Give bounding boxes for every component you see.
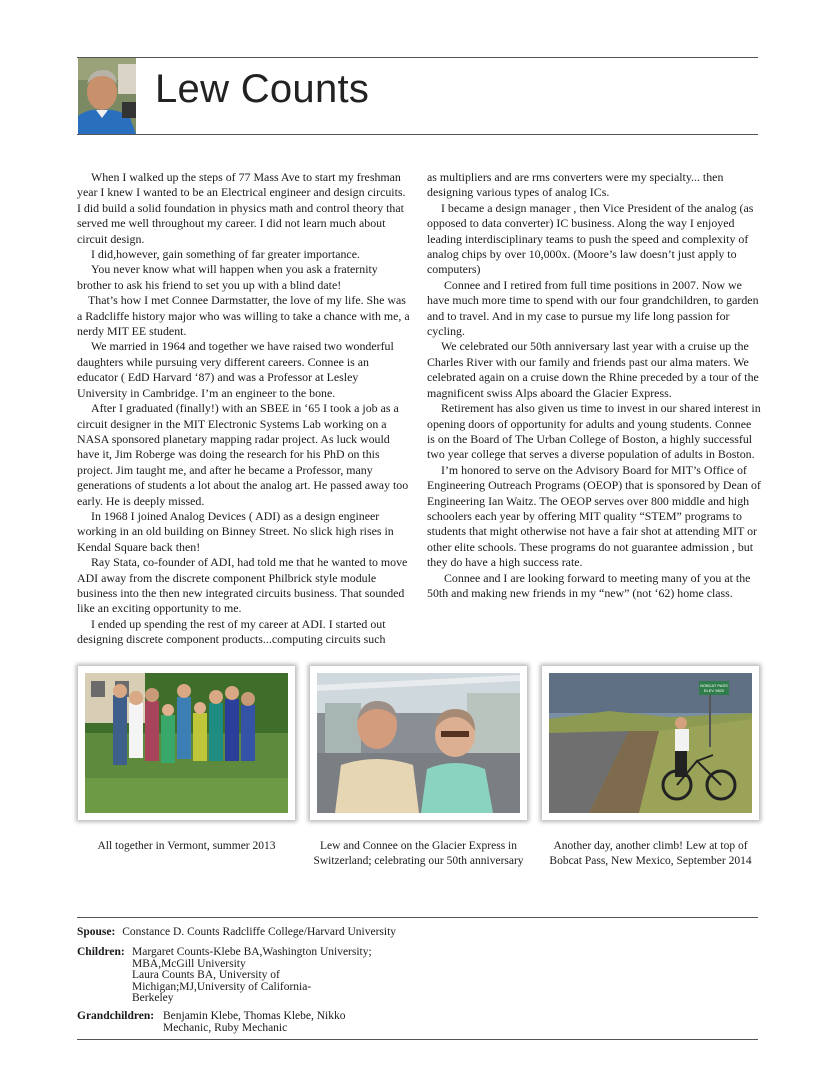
paragraph: Connee and I retired from full time positions in 2007. Now we have much more time to spend with our four grandchildren, to garden and to travel. And in my case to pursue my life long passion for cycling.	[427, 277, 759, 339]
photo-caption-1: All together in Vermont, summer 2013	[97, 840, 276, 852]
paragraph: I’m honored to serve on the Advisory Board for MIT’s Office of Engineering Outreach Programs (OEOP) that is sponsored by Dean of Engineering Ian Waitz. The OEOP serves over 800 middle and high schoolers each year by offering MIT quality “STEM” programs to students that might otherwise not have a fair shot at attending MIT or other elite schools. These programs do not guarantee admission , but they do have a high success rate.	[427, 462, 761, 570]
paragraph: Connee and I are looking forward to meeting many of you at the 50th and making new friends in my “new” (not ‘62) home class.	[427, 570, 751, 600]
road-sign-text-line1: BOBCAT PASS	[700, 683, 728, 688]
paragraph: After I graduated (finally!) with an SBEE in ‘65 I took a job as a circuit designer in the MIT Electronic Systems Lab working on a NASA sponsored planetary mapping radar project. As luck would have it, Jim Roberge was doing the research for his PhD on this project. Jim taught me, and after he became a Professor, many generations of students a lot about the analog art. He passed away too early. He is deeply missed.	[77, 401, 409, 508]
children-label: Children:	[77, 946, 125, 958]
paragraph: as multipliers and are rms converters were my specialty... then designing various types of analog ICs.	[427, 170, 724, 200]
grandchildren-label: Grandchildren:	[77, 1010, 155, 1022]
photo-family-vermont	[78, 666, 295, 820]
paragraph: We married in 1964 and together we have raised two wonderful daughters while pursuing very different careers. Connee is an educator ( EdD Harvard ‘87) and was a Professor at Lesley University in Cambridge. I’m an engineer to the bone.	[77, 339, 394, 400]
body-column-left	[77, 170, 410, 648]
grandchildren-line: Benjamin Klebe, Thomas Klebe, Nikko	[163, 1010, 346, 1022]
spouse-line	[77, 927, 396, 939]
family-group	[113, 684, 255, 765]
grandchildren-label-wrap	[77, 1011, 154, 1023]
photo-glacier-express	[310, 666, 527, 820]
header-bottom-rule	[77, 134, 758, 135]
children-line: Michigan;MJ,University of California-	[132, 980, 312, 993]
grandchildren-list	[163, 1011, 443, 1034]
photo-bobcat-pass	[542, 666, 759, 820]
children-line: Berkeley	[132, 992, 174, 1004]
children-list	[132, 947, 462, 1005]
children-line: Laura Counts BA, University of	[132, 969, 280, 981]
paragraph: You never know what will happen when you ask a fraternity brother to ask his friend to set you up with a blind date!	[77, 262, 378, 292]
paragraph: We celebrated our 50th anniversary last year with a cruise up the Charles River with our family and friends past our alma maters. We celebrated again on a cruise down the Rhine preceded by a tour of the magnificent swiss Alps aboard the Glacier Express.	[427, 339, 759, 400]
photo-caption-2: Lew and Connee on the Glacier Express in Switzerland; celebrating our 50th anniversary	[313, 840, 524, 867]
paragraph: That’s how I met Connee Darmstatter, the love of my life. She was a Radcliffe history major who was willing to take a chance with me, a nerdy MIT EE student.	[77, 293, 410, 339]
grandchildren-line: Mechanic, Ruby Mechanic	[163, 1021, 288, 1034]
paragraph: In 1968 I joined Analog Devices ( ADI) as a design engineer working in an old building on Binney Street. No slick high rises in Kendal Square back then!	[77, 508, 394, 554]
details-bottom-rule	[77, 1039, 758, 1040]
spouse-value: Constance D. Counts Radcliffe College/Harvard University	[122, 926, 397, 938]
paragraph: I did,however, gain something of far greater importance.	[91, 247, 360, 262]
road-sign-text-line2: ELEV 9820	[703, 688, 725, 693]
page-title: Lew Counts	[155, 67, 370, 111]
paragraph: Retirement has also given us time to invest in our shared interest in opening doors of opportunity for adults and young students. Connee is on the Board of The Urban College of Boston, a highly successful two year college that serves a diverse population of adults in Boston.	[427, 401, 761, 462]
paragraph: Ray Stata, co-founder of ADI, had told me that he wanted to move ADI away from the discrete component Philbrick style module business into the then new integrated circuits business. That sounded like an exciting opportunity to me.	[77, 555, 408, 616]
paragraph: When I walked up the steps of 77 Mass Ave to start my freshman year I knew I wanted to be an Electrical engineer and design circuits. I did build a solid foundation in physics math and control theory that served me well throughout my career. I did not learn much about circuit design.	[77, 170, 406, 246]
photo-caption-3: Another day, another climb! Lew at top of Bobcat Pass, New Mexico, September 2014	[549, 840, 752, 867]
header-top-rule	[77, 57, 758, 58]
body-column-right	[427, 170, 762, 601]
details-top-rule	[77, 917, 758, 918]
spouse-label: Spouse:	[77, 926, 116, 938]
paragraph: I became a design manager , then Vice President of the analog (as opposed to data converter) IC business. Along the way I enjoyed leading interdisciplinary teams to push the speed and complexity of analog chips by over 10,000x. (Moore’s law doesn’t just apply to computers)	[427, 200, 754, 277]
paragraph: I ended up spending the rest of my career at ADI. I started out designing discrete component products...computing circuits such	[77, 616, 386, 647]
headshot-photo	[78, 58, 136, 134]
children-line: Margaret Counts-Klebe BA,Washington University;	[132, 946, 372, 958]
children-line: MBA,McGill University	[132, 957, 246, 970]
children-label-wrap	[77, 947, 125, 959]
